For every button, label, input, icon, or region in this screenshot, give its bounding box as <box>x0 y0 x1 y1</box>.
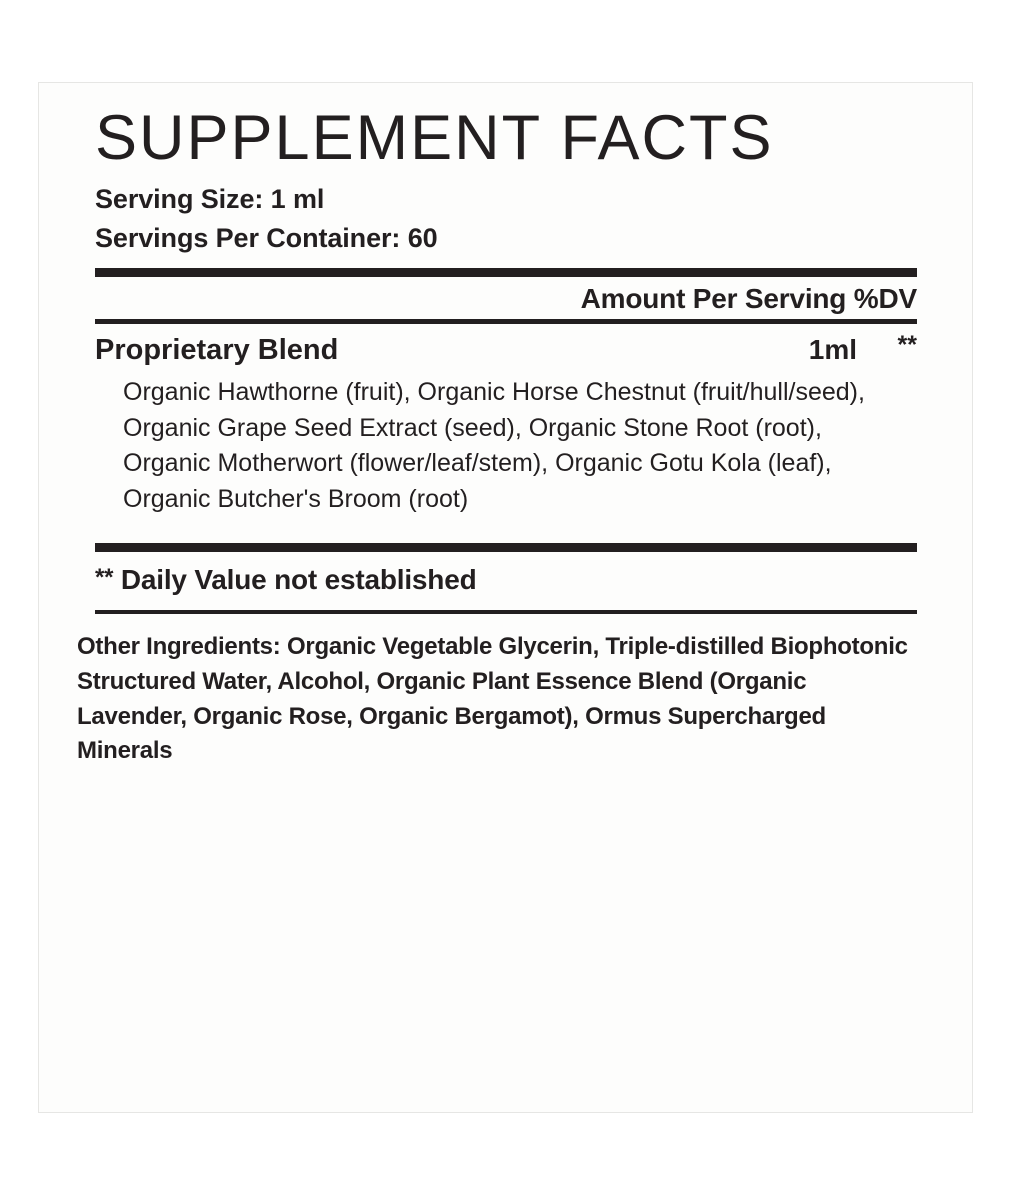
page-title: SUPPLEMENT FACTS <box>95 103 774 173</box>
label-content <box>77 103 917 769</box>
other-ingredients: Other Ingredients: Organic Vegetable Glycerin, Triple-distilled Biophotonic Structured Water, Alcohol, Organic Plant Essence Blend (Organic Lavender, Organic Rose, Organic Bergamot), Ormus Supercharged Minerals <box>77 633 908 765</box>
divider-thick-bottom <box>95 543 917 552</box>
supplement-facts-panel <box>38 82 973 1113</box>
serving-size: Serving Size: 1 ml <box>95 183 325 214</box>
daily-value-note-text: Daily Value not established <box>120 564 477 596</box>
proprietary-blend-daily-value: ** <box>897 331 917 360</box>
amount-per-serving-header-row <box>95 277 917 319</box>
amount-per-serving-header: Amount Per Serving %DV <box>580 283 917 315</box>
servings-per-container: Servings Per Container: 60 <box>95 222 438 253</box>
daily-value-note <box>95 552 917 610</box>
proprietary-blend-row <box>95 324 917 369</box>
proprietary-blend-ingredients: Organic Hawthorne (fruit), Organic Horse Chestnut (fruit/hull/seed), Organic Grape Seed Extract (seed), Organic Stone Root (root), Organic Motherwort (flower/leaf/stem), Organic Gotu Kola (leaf), Organic Butcher's Broom (root) <box>123 378 865 513</box>
proprietary-blend-amount: 1ml <box>808 334 857 366</box>
daily-value-note-marker: ** <box>95 564 114 592</box>
proprietary-blend-name: Proprietary Blend <box>95 334 339 367</box>
divider-thick-top <box>95 268 917 277</box>
